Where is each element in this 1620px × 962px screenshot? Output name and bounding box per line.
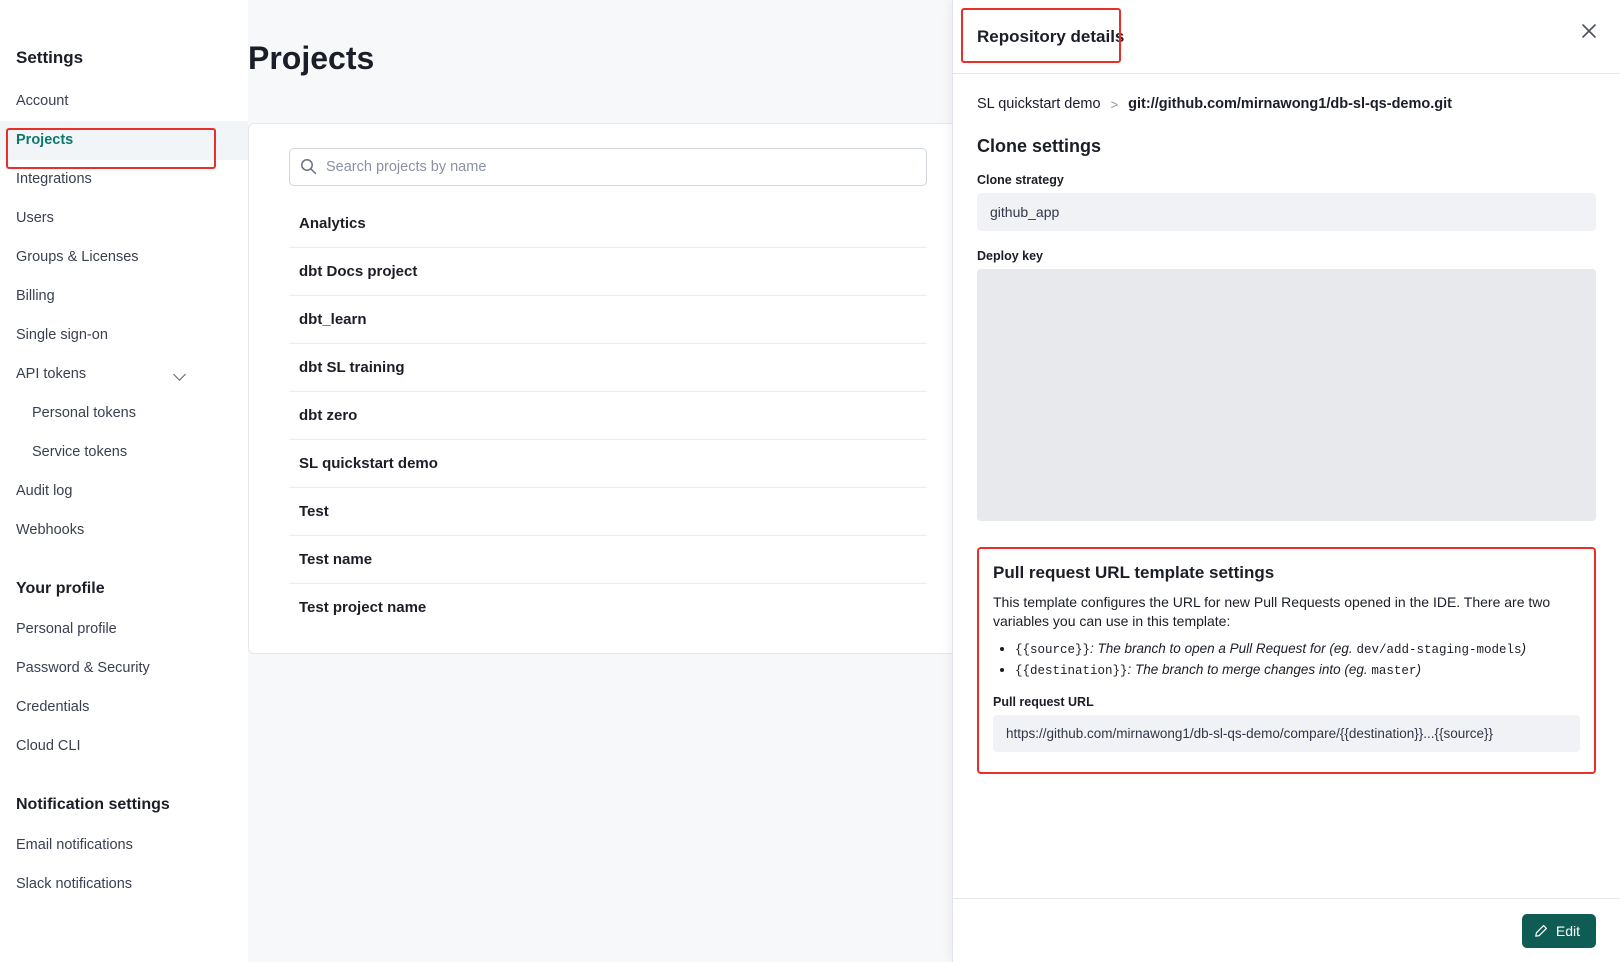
sidebar-item-users[interactable] bbox=[0, 199, 248, 238]
sidebar-item-password-security[interactable] bbox=[0, 649, 248, 688]
variable-text: : The branch to merge changes into (eg. bbox=[1127, 662, 1372, 677]
edit-button-label: Edit bbox=[1555, 922, 1580, 939]
pull-request-url-value: https://github.com/mirnawong1/db-sl-qs-demo/compare/{{destination}}...{{source}} bbox=[993, 715, 1580, 752]
project-row[interactable]: dbt zero bbox=[289, 392, 927, 440]
chevron-down-icon[interactable] bbox=[174, 368, 188, 382]
breadcrumb bbox=[977, 96, 1596, 112]
drawer-title: Repository details bbox=[977, 26, 1125, 46]
page-title: Projects bbox=[248, 40, 375, 76]
sidebar-item-integrations[interactable] bbox=[0, 160, 248, 199]
projects-list bbox=[289, 200, 927, 631]
sidebar-item-service-tokens[interactable] bbox=[0, 433, 248, 472]
sidebar-heading: Settings bbox=[16, 48, 84, 67]
drawer-header bbox=[953, 0, 1620, 74]
sidebar-item-projects[interactable] bbox=[0, 121, 248, 160]
sidebar-nav-list bbox=[0, 82, 248, 550]
sidebar-notification-heading: Notification settings bbox=[16, 796, 170, 813]
sidebar-item-label: Password & Security bbox=[16, 660, 150, 676]
pull-request-url-template-section bbox=[977, 547, 1596, 774]
sidebar-item-personal-tokens[interactable] bbox=[0, 394, 248, 433]
pull-request-description: This template configures the URL for new Pull Requests opened in the IDE. There are two variables you can use in this template: bbox=[993, 594, 1551, 629]
sidebar-item-label: Email notifications bbox=[16, 837, 133, 853]
drawer-body bbox=[953, 74, 1620, 898]
search-box bbox=[289, 148, 927, 186]
sidebar-item-account[interactable] bbox=[0, 82, 248, 121]
sidebar-item-billing[interactable] bbox=[0, 277, 248, 316]
sidebar-item-label: Audit log bbox=[16, 483, 73, 499]
variable-example: dev/add-staging-models bbox=[1356, 643, 1522, 657]
clone-strategy-value: github_app bbox=[977, 193, 1596, 231]
variable-close: ) bbox=[1521, 641, 1526, 656]
sidebar-item-label: API tokens bbox=[16, 366, 87, 382]
deploy-key-label: Deploy key bbox=[977, 249, 1044, 263]
pull-request-url-label: Pull request URL bbox=[993, 695, 1094, 709]
project-row[interactable]: Test name bbox=[289, 536, 927, 584]
sidebar-item-label: Slack notifications bbox=[16, 876, 133, 892]
variable-text: : The branch to open a Pull Request for (eg. bbox=[1090, 641, 1357, 656]
sidebar-item-label: Service tokens bbox=[32, 444, 128, 460]
deploy-key-value bbox=[977, 269, 1596, 521]
sidebar-item-label: Billing bbox=[16, 288, 55, 304]
sidebar-item-api-tokens[interactable] bbox=[0, 355, 248, 394]
settings-sidebar bbox=[0, 0, 248, 962]
sidebar-item-label: Cloud CLI bbox=[16, 738, 81, 754]
sidebar-item-credentials[interactable] bbox=[0, 688, 248, 727]
project-row[interactable]: SL quickstart demo bbox=[289, 440, 927, 488]
sidebar-profile-heading: Your profile bbox=[16, 580, 105, 597]
sidebar-item-label: Credentials bbox=[16, 699, 90, 715]
sidebar-item-groups-licenses[interactable] bbox=[0, 238, 248, 277]
drawer-footer bbox=[953, 898, 1620, 962]
sidebar-item-personal-profile[interactable] bbox=[0, 610, 248, 649]
sidebar-item-label: Projects bbox=[16, 132, 74, 148]
project-row[interactable]: Test bbox=[289, 488, 927, 536]
project-row[interactable]: dbt Docs project bbox=[289, 248, 927, 296]
sidebar-item-label: Webhooks bbox=[16, 522, 85, 538]
breadcrumb-project[interactable]: SL quickstart demo bbox=[977, 96, 1101, 112]
pull-request-variables-list bbox=[993, 639, 1580, 681]
sidebar-item-label: Integrations bbox=[16, 171, 92, 187]
sidebar-item-cloud-cli[interactable] bbox=[0, 727, 248, 766]
sidebar-item-label: Users bbox=[16, 210, 54, 226]
pencil-icon bbox=[1534, 924, 1548, 938]
sidebar-item-label: Groups & Licenses bbox=[16, 249, 139, 265]
search-input[interactable] bbox=[289, 148, 927, 186]
variable-token: {{source}} bbox=[1015, 643, 1091, 657]
projects-panel bbox=[248, 123, 968, 654]
sidebar-item-label: Personal tokens bbox=[32, 405, 136, 421]
pull-request-variable bbox=[1015, 639, 1580, 660]
repository-details-drawer bbox=[952, 0, 1620, 962]
pull-request-variable bbox=[1015, 660, 1580, 681]
close-icon[interactable] bbox=[1578, 20, 1600, 42]
project-row[interactable]: Analytics bbox=[289, 200, 927, 248]
project-row[interactable]: dbt SL training bbox=[289, 344, 927, 392]
variable-close: ) bbox=[1416, 662, 1421, 677]
variable-example: master bbox=[1371, 664, 1417, 678]
breadcrumb-separator: > bbox=[1110, 96, 1119, 112]
sidebar-profile-list bbox=[0, 610, 248, 766]
sidebar-item-label: Single sign-on bbox=[16, 327, 108, 343]
sidebar-notification-list bbox=[0, 826, 248, 904]
pull-request-title: Pull request URL template settings bbox=[993, 563, 1275, 582]
variable-token: {{destination}} bbox=[1015, 664, 1128, 678]
project-row[interactable]: Test project name bbox=[299, 599, 427, 616]
sidebar-item-single-sign-on[interactable] bbox=[0, 316, 248, 355]
sidebar-item-email-notifications[interactable] bbox=[0, 826, 248, 865]
sidebar-item-webhooks[interactable] bbox=[0, 511, 248, 550]
clone-settings-title: Clone settings bbox=[977, 136, 1102, 156]
sidebar-item-slack-notifications[interactable] bbox=[0, 865, 248, 904]
edit-button[interactable] bbox=[1522, 914, 1596, 948]
sidebar-item-label: Personal profile bbox=[16, 621, 117, 637]
sidebar-item-audit-log[interactable] bbox=[0, 472, 248, 511]
breadcrumb-repo: git://github.com/mirnawong1/db-sl-qs-demo.git bbox=[1128, 96, 1452, 112]
project-row[interactable]: dbt_learn bbox=[289, 296, 927, 344]
clone-strategy-label: Clone strategy bbox=[977, 173, 1064, 187]
sidebar-item-label: Account bbox=[16, 93, 69, 109]
